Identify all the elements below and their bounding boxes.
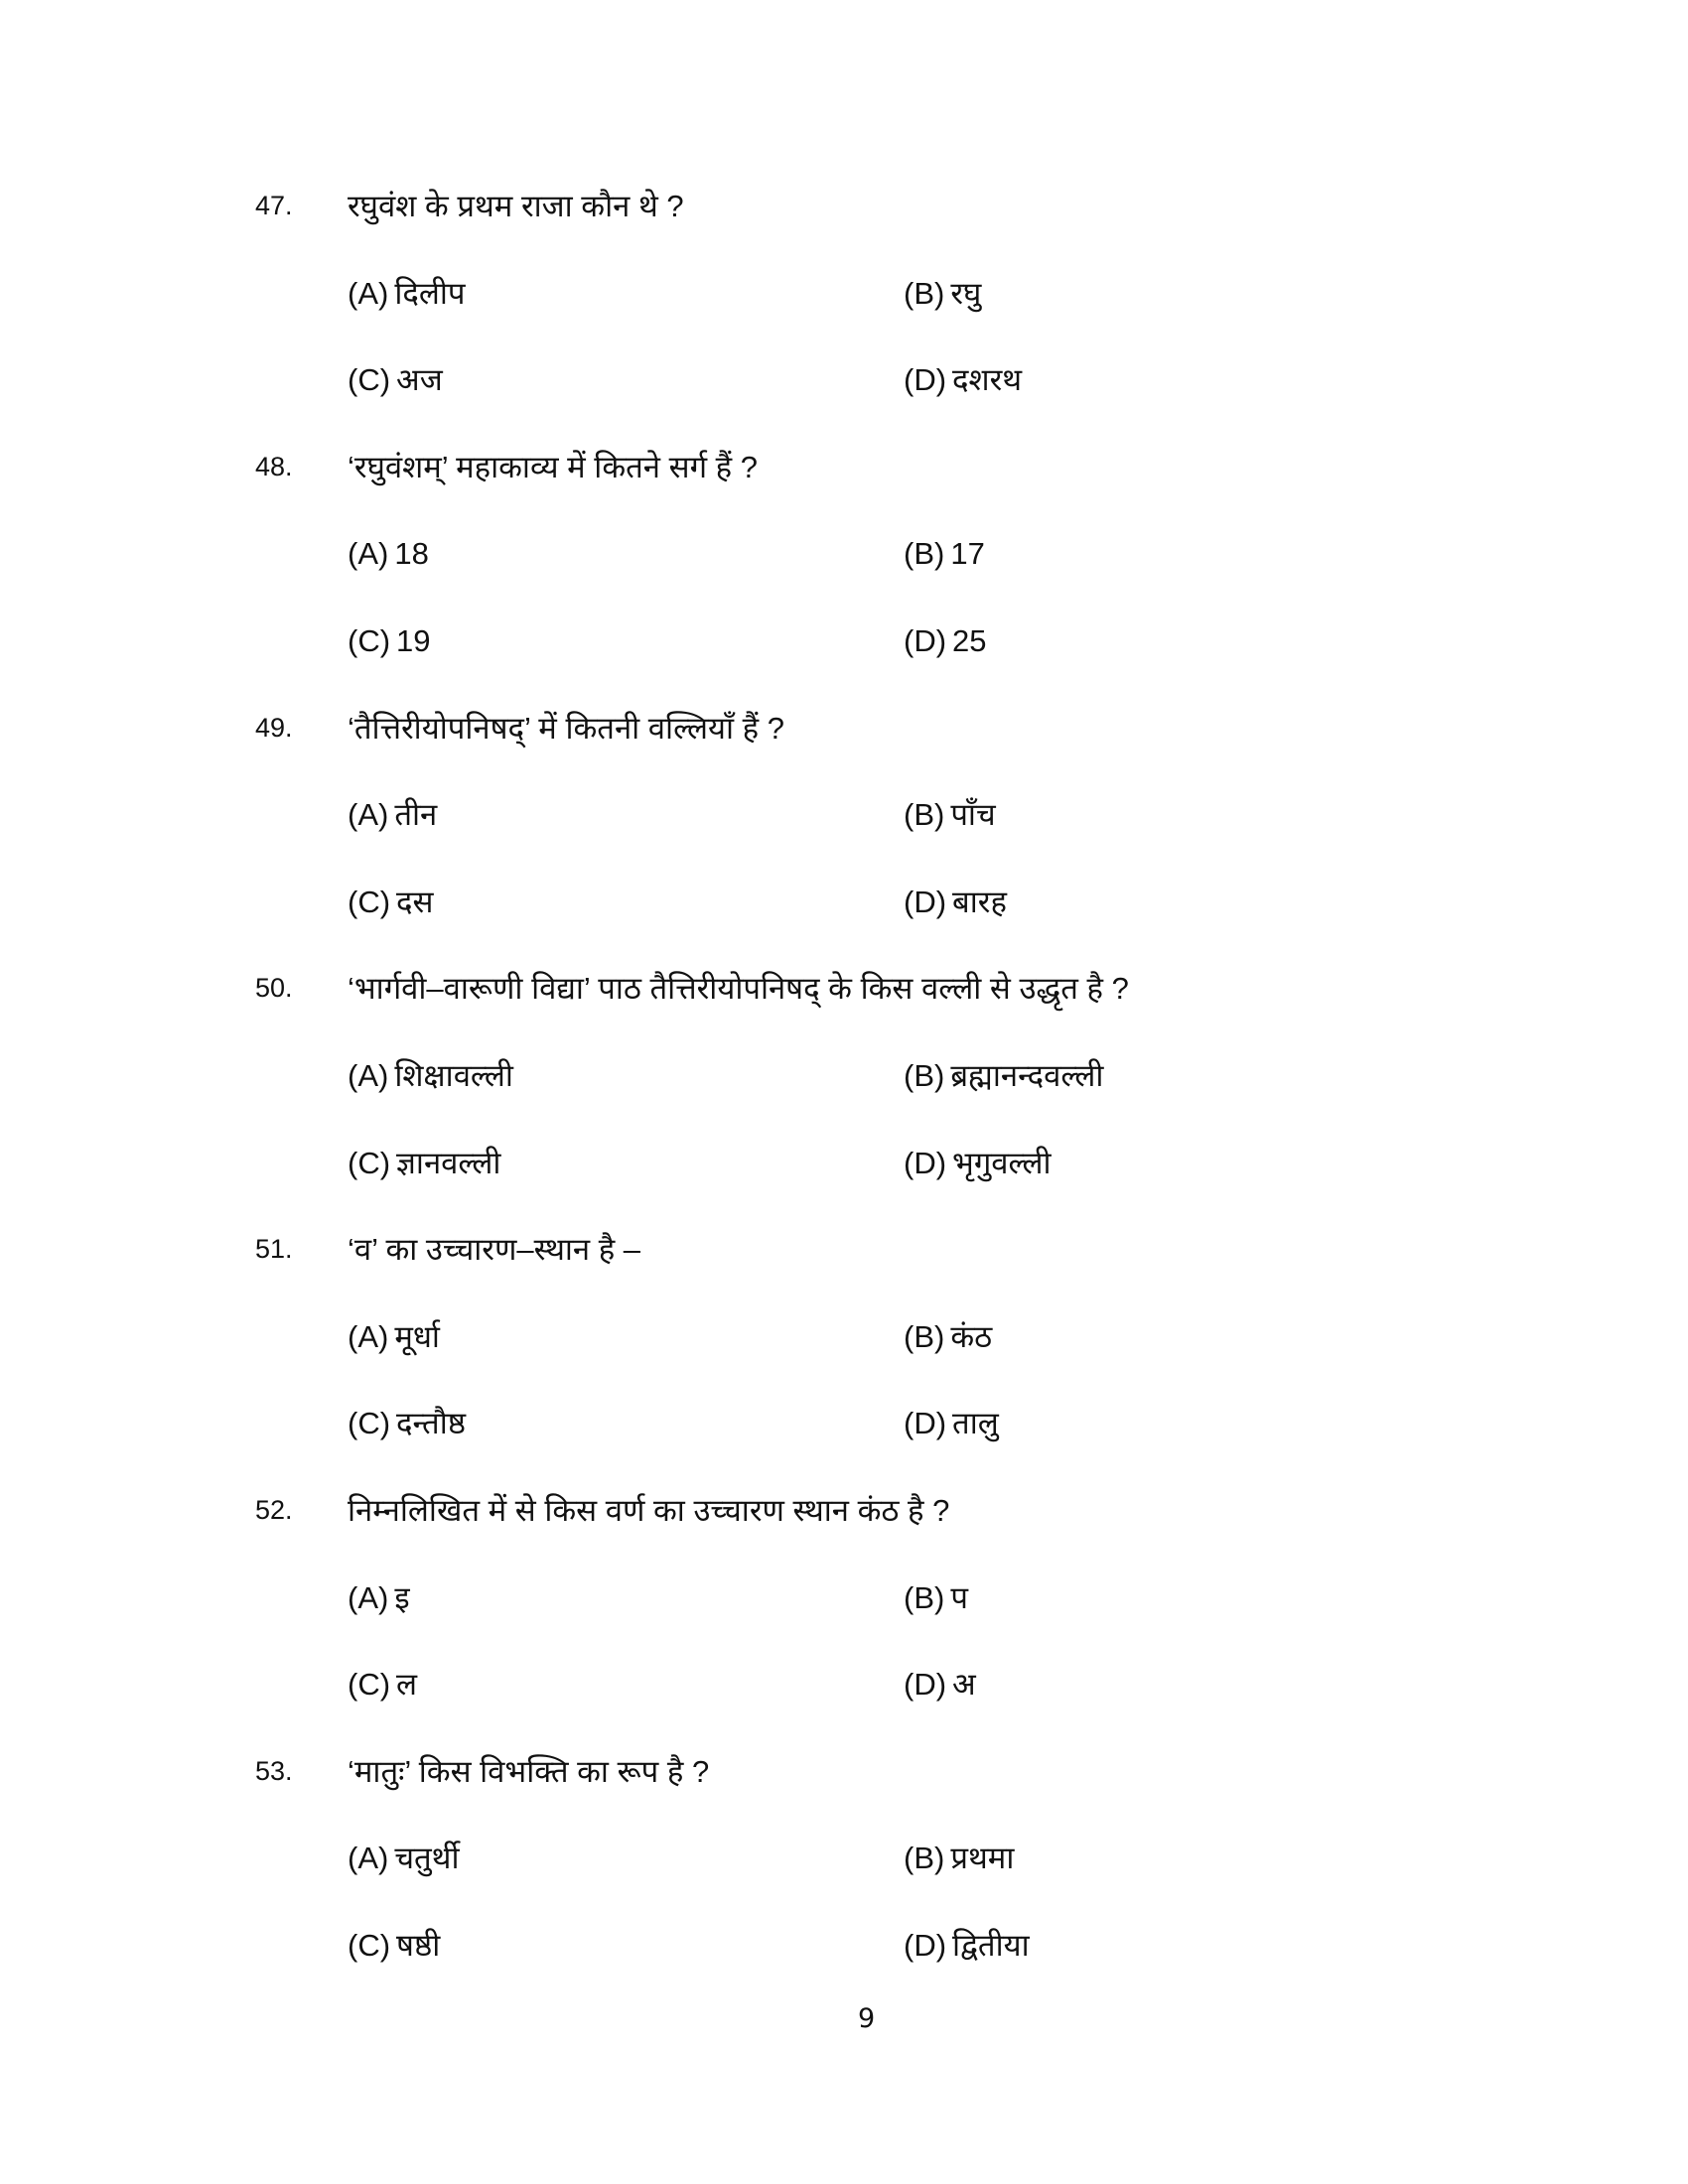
option-text: बारह xyxy=(952,884,1007,919)
option-label: (A) xyxy=(348,536,389,572)
option xyxy=(904,1902,1030,1989)
question-text: ‘व’ का उच्चारण–स्थान है – xyxy=(348,1232,641,1268)
option xyxy=(904,1120,1052,1207)
options-row xyxy=(0,1032,1688,1120)
option xyxy=(904,598,987,685)
option xyxy=(348,1902,440,1989)
option xyxy=(904,1032,1103,1120)
option xyxy=(348,1641,417,1728)
option-label: (D) xyxy=(904,1145,947,1180)
option-text: भृगुवल्ली xyxy=(952,1145,1052,1180)
option-text: चतुर्थी xyxy=(394,1841,460,1876)
option-label: (D) xyxy=(904,1927,947,1963)
options-row xyxy=(0,250,1688,338)
option-label: (D) xyxy=(904,622,947,658)
option-label: (A) xyxy=(348,1579,389,1615)
option xyxy=(348,510,429,598)
option-label: (D) xyxy=(904,884,947,919)
options-row xyxy=(0,771,1688,859)
options-row xyxy=(0,1815,1688,1902)
option-text: ज्ञानवल्ली xyxy=(396,1145,501,1180)
option-label: (B) xyxy=(904,1057,945,1093)
options-row xyxy=(0,510,1688,598)
option-text: षष्ठी xyxy=(396,1927,441,1963)
option-label: (D) xyxy=(904,1667,947,1703)
option-text: तालु xyxy=(952,1406,999,1441)
option xyxy=(904,771,996,859)
question-number: 48. xyxy=(255,451,293,481)
question-row xyxy=(0,1467,1688,1555)
options-row xyxy=(0,1120,1688,1207)
option-label: (C) xyxy=(348,362,391,398)
option-text: दिलीप xyxy=(394,275,466,311)
question-text: ‘तैत्तिरीयोपनिषद्’ में कितनी वल्लियाँ हैं ? xyxy=(348,710,784,746)
question-text: निम्नलिखित में से किस वर्ण का उच्चारण स्थान कंठ है ? xyxy=(348,1492,950,1528)
option xyxy=(348,1120,500,1207)
option-label: (A) xyxy=(348,1841,389,1876)
option-text: मूर्धा xyxy=(394,1318,440,1354)
option-label: (C) xyxy=(348,1927,391,1963)
option-text: इ xyxy=(394,1579,410,1615)
option xyxy=(904,1815,1014,1902)
option-label: (C) xyxy=(348,622,391,658)
option xyxy=(904,1294,992,1381)
option xyxy=(904,250,981,338)
question-text: ‘भार्गवी–वारूणी विद्या’ पाठ तैत्तिरीयोपनिषद् के किस वल्ली से उद्धृत है ? xyxy=(348,971,1129,1007)
option xyxy=(904,337,1022,424)
option xyxy=(348,771,437,859)
question-row xyxy=(0,163,1688,250)
option-text: शिक्षावल्ली xyxy=(394,1057,513,1093)
option xyxy=(348,859,433,946)
option xyxy=(348,598,431,685)
question-row xyxy=(0,685,1688,772)
option xyxy=(348,1815,460,1902)
option-label: (B) xyxy=(904,536,945,572)
option-text: कंठ xyxy=(950,1318,993,1354)
option xyxy=(348,250,465,338)
option-label: (C) xyxy=(348,1667,391,1703)
option-label: (B) xyxy=(904,1318,945,1354)
option-text: प्रथमा xyxy=(950,1841,1015,1876)
option-text: 17 xyxy=(950,536,985,572)
question-text: रघुवंश के प्रथम राजा कौन थे ? xyxy=(348,189,684,223)
option xyxy=(348,1032,513,1120)
option-text: 18 xyxy=(394,536,429,572)
option-label: (B) xyxy=(904,1841,945,1876)
option xyxy=(904,1555,968,1642)
question-text: ‘रघुवंशम्’ महाकाव्य में कितने सर्ग हैं ? xyxy=(348,449,758,484)
option-text: दन्तौष्ठ xyxy=(396,1406,467,1441)
option-text: रघु xyxy=(950,275,982,311)
option xyxy=(348,1380,466,1467)
option xyxy=(348,1294,440,1381)
option-label: (C) xyxy=(348,884,391,919)
options-row xyxy=(0,1641,1688,1728)
options-row xyxy=(0,598,1688,685)
question-number: 52. xyxy=(255,1494,293,1525)
question-row xyxy=(0,424,1688,511)
option-text: पाँच xyxy=(950,797,996,833)
question-list xyxy=(0,163,1688,1988)
question-number: 49. xyxy=(255,712,293,743)
options-row xyxy=(0,1380,1688,1467)
option-text: ब्रह्मानन्दवल्ली xyxy=(950,1057,1104,1093)
options-row xyxy=(0,1294,1688,1381)
option-text: तीन xyxy=(394,797,438,833)
options-row xyxy=(0,1555,1688,1642)
options-row xyxy=(0,1902,1688,1989)
options-row xyxy=(0,337,1688,424)
question-text: ‘मातुः’ किस विभक्ति का रूप है ? xyxy=(348,1753,710,1789)
option-text: 19 xyxy=(396,622,431,658)
option-label: (A) xyxy=(348,1318,389,1354)
option-label: (C) xyxy=(348,1406,391,1441)
question-row xyxy=(0,945,1688,1032)
option-label: (A) xyxy=(348,797,389,833)
option-text: प xyxy=(950,1579,968,1615)
option-label: (B) xyxy=(904,797,945,833)
option-text: अज xyxy=(396,362,443,398)
question-number: 51. xyxy=(255,1234,293,1265)
option-text: ल xyxy=(396,1667,418,1703)
option-label: (A) xyxy=(348,275,389,311)
options-row xyxy=(0,859,1688,946)
option xyxy=(904,1641,976,1728)
option-text: दशरथ xyxy=(952,362,1023,398)
option-text: 25 xyxy=(952,622,987,658)
question-number: 50. xyxy=(255,973,293,1004)
page-number: 9 xyxy=(858,2003,876,2034)
question-number: 53. xyxy=(255,1755,293,1786)
option-label: (D) xyxy=(904,362,947,398)
question-row xyxy=(0,1206,1688,1294)
option xyxy=(348,1555,410,1642)
option-text: द्वितीया xyxy=(952,1927,1030,1963)
option-text: अ xyxy=(952,1667,976,1703)
option xyxy=(348,337,443,424)
option-label: (B) xyxy=(904,275,945,311)
option xyxy=(904,510,985,598)
question-number: 47. xyxy=(255,191,293,220)
option xyxy=(904,859,1007,946)
question-row xyxy=(0,1728,1688,1816)
option-label: (C) xyxy=(348,1145,391,1180)
option xyxy=(904,1380,999,1467)
option-label: (B) xyxy=(904,1579,945,1615)
option-text: दस xyxy=(396,884,434,919)
option-label: (A) xyxy=(348,1057,389,1093)
option-label: (D) xyxy=(904,1406,947,1441)
